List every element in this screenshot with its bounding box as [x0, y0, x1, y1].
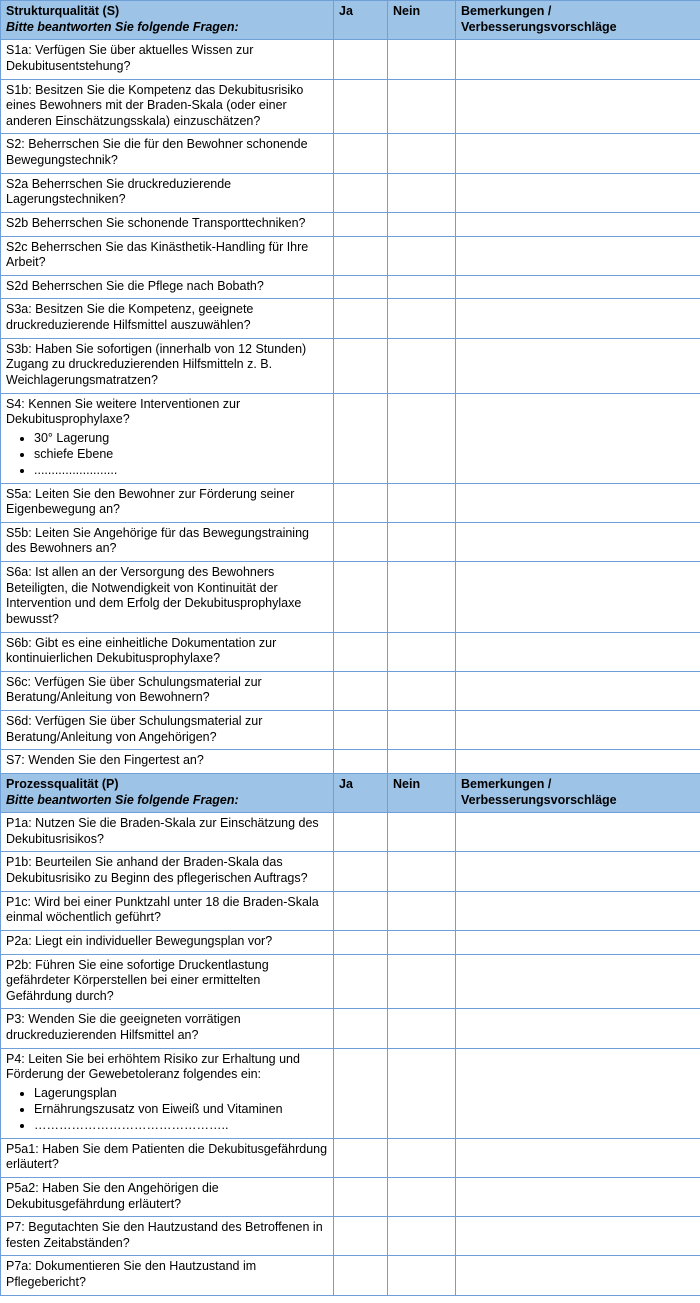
question-text: P7: Begutachten Sie den Hautzustand des Betroffenen in festen Zeitabständen?: [6, 1220, 323, 1250]
answer-no-cell[interactable]: [388, 212, 456, 236]
answer-yes-cell[interactable]: [334, 212, 388, 236]
question-cell: [1, 1256, 334, 1295]
section-title: Strukturqualität (S): [6, 4, 120, 18]
question-text: S5a: Leiten Sie den Bewohner zur Förderung seiner Eigenbewegung an?: [6, 486, 295, 517]
question-row: [1, 393, 700, 483]
column-header-no: Nein: [388, 1, 456, 40]
answer-yes-cell[interactable]: [334, 891, 388, 930]
answer-yes-cell[interactable]: [334, 483, 388, 522]
answer-no-cell[interactable]: [388, 522, 456, 561]
remarks-cell[interactable]: [456, 1217, 700, 1256]
remarks-cell[interactable]: [456, 173, 700, 212]
answer-no-cell[interactable]: [388, 79, 456, 134]
remarks-cell[interactable]: [456, 1256, 700, 1295]
remarks-cell[interactable]: [456, 40, 700, 79]
remarks-cell[interactable]: [456, 711, 700, 750]
answer-yes-cell[interactable]: [334, 632, 388, 671]
question-row: [1, 1217, 700, 1256]
question-text: S2a Beherrschen Sie druckreduzierende Lagerungstechniken?: [6, 176, 232, 207]
answer-no-cell[interactable]: [388, 930, 456, 954]
remarks-cell[interactable]: [456, 954, 700, 1009]
question-text: S3a: Besitzen Sie die Kompetenz, geeignete druckreduzierende Hilfsmittel auszuwählen?: [6, 302, 254, 332]
answer-yes-cell[interactable]: [334, 813, 388, 852]
answer-no-cell[interactable]: [388, 483, 456, 522]
answer-yes-cell[interactable]: [334, 750, 388, 774]
question-row: [1, 750, 700, 774]
question-row: [1, 1048, 700, 1138]
answer-yes-cell[interactable]: [334, 40, 388, 79]
question-text: S2b Beherrschen Sie schonende Transporttechniken?: [6, 215, 306, 230]
question-cell: [1, 1177, 334, 1216]
remarks-cell[interactable]: [456, 483, 700, 522]
question-row: [1, 1009, 700, 1048]
column-header-remarks-line1: Bemerkungen /: [461, 776, 552, 791]
answer-yes-cell[interactable]: [334, 134, 388, 173]
answer-yes-cell[interactable]: [334, 173, 388, 212]
question-cell: [1, 1009, 334, 1048]
column-header-no: Nein: [388, 773, 456, 812]
question-text: P4: Leiten Sie bei erhöhtem Risiko zur Erhaltung und Förderung der Gewebetoleranz folgendes ein:: [6, 1051, 300, 1082]
question-text: S3b: Haben Sie sofortigen (innerhalb von 12 Stunden) Zugang zu druckreduzierenden Hilfsmitteln z. B. Weichlagerungsmatratzen?: [6, 341, 307, 387]
question-row: [1, 562, 700, 633]
section-header-row: [1, 773, 700, 812]
column-header-remarks-line1: Bemerkungen /: [461, 4, 552, 18]
question-cell: [1, 562, 334, 633]
question-row: [1, 522, 700, 561]
remarks-cell[interactable]: [456, 1177, 700, 1216]
remarks-cell[interactable]: [456, 1009, 700, 1048]
answer-no-cell[interactable]: [388, 1177, 456, 1216]
answer-no-cell[interactable]: [388, 1256, 456, 1295]
question-cell: [1, 711, 334, 750]
remarks-cell[interactable]: [456, 930, 700, 954]
answer-yes-cell[interactable]: [334, 522, 388, 561]
question-row: [1, 299, 700, 338]
question-text: P1b: Beurteilen Sie anhand der Braden-Skala das Dekubitusrisiko zu Beginn des pflegerischen Auftrags?: [6, 855, 308, 885]
question-row: [1, 954, 700, 1009]
answer-no-cell[interactable]: [388, 275, 456, 299]
question-row: [1, 1177, 700, 1216]
answer-yes-cell[interactable]: [334, 1217, 388, 1256]
question-row: [1, 275, 700, 299]
question-cell: [1, 1138, 334, 1177]
question-cell: [1, 750, 334, 774]
answer-yes-cell[interactable]: [334, 852, 388, 891]
question-cell: [1, 393, 334, 483]
question-row: [1, 711, 700, 750]
column-header-remarks: [456, 773, 700, 812]
remarks-cell[interactable]: [456, 632, 700, 671]
question-text: S2c Beherrschen Sie das Kinästhetik-Handling für Ihre Arbeit?: [6, 239, 309, 270]
question-text: P7a: Dokumentieren Sie den Hautzustand im Pflegebericht?: [6, 1259, 257, 1289]
question-row: [1, 40, 700, 79]
answer-yes-cell[interactable]: [334, 954, 388, 1009]
section-title-cell: [1, 1, 334, 40]
answer-yes-cell[interactable]: [334, 711, 388, 750]
answer-yes-cell[interactable]: [334, 1138, 388, 1177]
question-cell: [1, 134, 334, 173]
answer-no-cell[interactable]: [388, 852, 456, 891]
section-subtitle: Bitte beantworten Sie folgende Fragen:: [6, 19, 239, 34]
answer-no-cell[interactable]: [388, 813, 456, 852]
question-cell: [1, 930, 334, 954]
question-cell: [1, 671, 334, 710]
question-row: [1, 483, 700, 522]
answer-no-cell[interactable]: [388, 1138, 456, 1177]
question-row: [1, 671, 700, 710]
answer-yes-cell[interactable]: [334, 1256, 388, 1295]
answer-no-cell[interactable]: [388, 632, 456, 671]
question-text: S5b: Leiten Sie Angehörige für das Bewegungstraining des Bewohners an?: [6, 525, 309, 556]
question-cell: [1, 1217, 334, 1256]
question-row: [1, 236, 700, 275]
section-title-cell: [1, 773, 334, 812]
remarks-cell[interactable]: [456, 338, 700, 393]
answer-no-cell[interactable]: [388, 1009, 456, 1048]
question-text: P5a1: Haben Sie dem Patienten die Dekubitusgefährdung erläutert?: [6, 1141, 328, 1172]
question-text: S6b: Gibt es eine einheitliche Dokumentation zur kontinuierlichen Dekubitusprophylaxe?: [6, 635, 277, 666]
remarks-cell[interactable]: [456, 236, 700, 275]
remarks-cell[interactable]: [456, 750, 700, 774]
answer-yes-cell[interactable]: [334, 236, 388, 275]
question-row: [1, 338, 700, 393]
answer-no-cell[interactable]: [388, 1217, 456, 1256]
column-header-remarks: [456, 1, 700, 40]
answer-no-cell[interactable]: [388, 173, 456, 212]
question-text: P1a: Nutzen Sie die Braden-Skala zur Einschätzung des Dekubitusrisikos?: [6, 816, 319, 846]
question-cell: [1, 173, 334, 212]
answer-no-cell[interactable]: [388, 393, 456, 483]
remarks-cell[interactable]: [456, 562, 700, 633]
question-bullet-item: • schiefe Ebene: [34, 446, 328, 462]
question-cell: [1, 954, 334, 1009]
question-text: S6d: Verfügen Sie über Schulungsmaterial zur Beratung/Anleitung von Angehörigen?: [6, 714, 263, 744]
question-row: [1, 632, 700, 671]
question-bullet-item: • ………………………………………..: [34, 1117, 328, 1133]
question-cell: [1, 79, 334, 134]
question-cell: [1, 275, 334, 299]
remarks-cell[interactable]: [456, 852, 700, 891]
question-bullet-list: [6, 1085, 328, 1134]
answer-yes-cell[interactable]: [334, 299, 388, 338]
answer-no-cell[interactable]: [388, 299, 456, 338]
question-row: [1, 173, 700, 212]
question-text: P1c: Wird bei einer Punktzahl unter 18 die Braden-Skala einmal wöchentlich geführt?: [6, 894, 319, 925]
question-row: [1, 134, 700, 173]
remarks-cell[interactable]: [456, 393, 700, 483]
remarks-cell[interactable]: [456, 813, 700, 852]
question-text: S4: Kennen Sie weitere Interventionen zur Dekubitusprophylaxe?: [6, 396, 241, 427]
remarks-cell[interactable]: [456, 1048, 700, 1138]
question-row: [1, 813, 700, 852]
section-title: Prozessqualität (P): [6, 776, 119, 791]
answer-yes-cell[interactable]: [334, 1009, 388, 1048]
column-header-yes: Ja: [334, 773, 388, 812]
answer-no-cell[interactable]: [388, 711, 456, 750]
answer-yes-cell[interactable]: [334, 671, 388, 710]
answer-no-cell[interactable]: [388, 954, 456, 1009]
question-text: S6c: Verfügen Sie über Schulungsmaterial zur Beratung/Anleitung von Bewohnern?: [6, 674, 262, 705]
answer-yes-cell[interactable]: [334, 79, 388, 134]
column-header-remarks-line2: Verbesserungsvorschläge: [461, 19, 617, 34]
section-header-row: [1, 1, 700, 40]
question-row: [1, 1256, 700, 1295]
question-text: S1a: Verfügen Sie über aktuelles Wissen zur Dekubitusentstehung?: [6, 43, 254, 73]
answer-yes-cell[interactable]: [334, 338, 388, 393]
question-text: P2b: Führen Sie eine sofortige Druckentlastung gefährdeter Körperstellen bei einer ermittelten Gefährdung durch?: [6, 957, 269, 1003]
answer-no-cell[interactable]: [388, 338, 456, 393]
question-row: [1, 79, 700, 134]
remarks-cell[interactable]: [456, 275, 700, 299]
remarks-cell[interactable]: [456, 134, 700, 173]
remarks-cell[interactable]: [456, 891, 700, 930]
question-text: P2a: Liegt ein individueller Bewegungsplan vor?: [6, 933, 273, 948]
question-cell: [1, 236, 334, 275]
answer-no-cell[interactable]: [388, 562, 456, 633]
question-cell: [1, 40, 334, 79]
question-cell: [1, 891, 334, 930]
answer-yes-cell[interactable]: [334, 930, 388, 954]
question-row: [1, 212, 700, 236]
column-header-yes: Ja: [334, 1, 388, 40]
remarks-cell[interactable]: [456, 1138, 700, 1177]
remarks-cell[interactable]: [456, 299, 700, 338]
question-row: [1, 1138, 700, 1177]
question-text: S6a: Ist allen an der Versorgung des Bewohners Beteiligten, die Notwendigkeit von Kontinuität der Intervention und dem Erfolg der Dekubitusprophylaxe bewusst?: [6, 565, 302, 626]
answer-yes-cell[interactable]: [334, 393, 388, 483]
remarks-cell[interactable]: [456, 79, 700, 134]
question-text: P5a2: Haben Sie den Angehörigen die Dekubitusgefährdung erläutert?: [6, 1180, 219, 1211]
question-text: S1b: Besitzen Sie die Kompetenz das Dekubitusrisiko eines Bewohners mit der Braden-Skala (oder einer anderen Einschätzungsskala) einzuschätzen?: [6, 82, 304, 128]
question-bullet-item: • 30° Lagerung: [34, 430, 328, 446]
question-text: S2: Beherrschen Sie die für den Bewohner schonende Bewegungstechnik?: [6, 137, 308, 167]
answer-no-cell[interactable]: [388, 40, 456, 79]
remarks-cell[interactable]: [456, 212, 700, 236]
question-cell: [1, 522, 334, 561]
question-cell: [1, 299, 334, 338]
question-text: P3: Wenden Sie die geeigneten vorrätigen druckreduzierenden Hilfsmittel an?: [6, 1012, 241, 1042]
answer-yes-cell[interactable]: [334, 1177, 388, 1216]
question-cell: [1, 212, 334, 236]
question-cell: [1, 1048, 334, 1138]
question-cell: [1, 483, 334, 522]
question-bullet-item: • Ernährungszusatz von Eiweiß und Vitaminen: [34, 1101, 328, 1117]
question-bullet-list: [6, 430, 328, 479]
question-cell: [1, 632, 334, 671]
remarks-cell[interactable]: [456, 671, 700, 710]
question-row: [1, 891, 700, 930]
remarks-cell[interactable]: [456, 522, 700, 561]
question-row: [1, 852, 700, 891]
answer-yes-cell[interactable]: [334, 275, 388, 299]
answer-no-cell[interactable]: [388, 1048, 456, 1138]
question-cell: [1, 338, 334, 393]
answer-yes-cell[interactable]: [334, 1048, 388, 1138]
answer-no-cell[interactable]: [388, 750, 456, 774]
section-subtitle: Bitte beantworten Sie folgende Fragen:: [6, 792, 239, 807]
answer-no-cell[interactable]: [388, 134, 456, 173]
answer-no-cell[interactable]: [388, 891, 456, 930]
answer-no-cell[interactable]: [388, 236, 456, 275]
question-cell: [1, 813, 334, 852]
question-bullet-item: • ........................: [34, 462, 328, 478]
question-row: [1, 930, 700, 954]
answer-no-cell[interactable]: [388, 671, 456, 710]
question-text: S7: Wenden Sie den Fingertest an?: [6, 753, 204, 768]
column-header-remarks-line2: Verbesserungsvorschläge: [461, 792, 617, 807]
answer-yes-cell[interactable]: [334, 562, 388, 633]
question-cell: [1, 852, 334, 891]
question-text: S2d Beherrschen Sie die Pflege nach Bobath?: [6, 278, 264, 293]
question-bullet-item: • Lagerungsplan: [34, 1085, 328, 1101]
